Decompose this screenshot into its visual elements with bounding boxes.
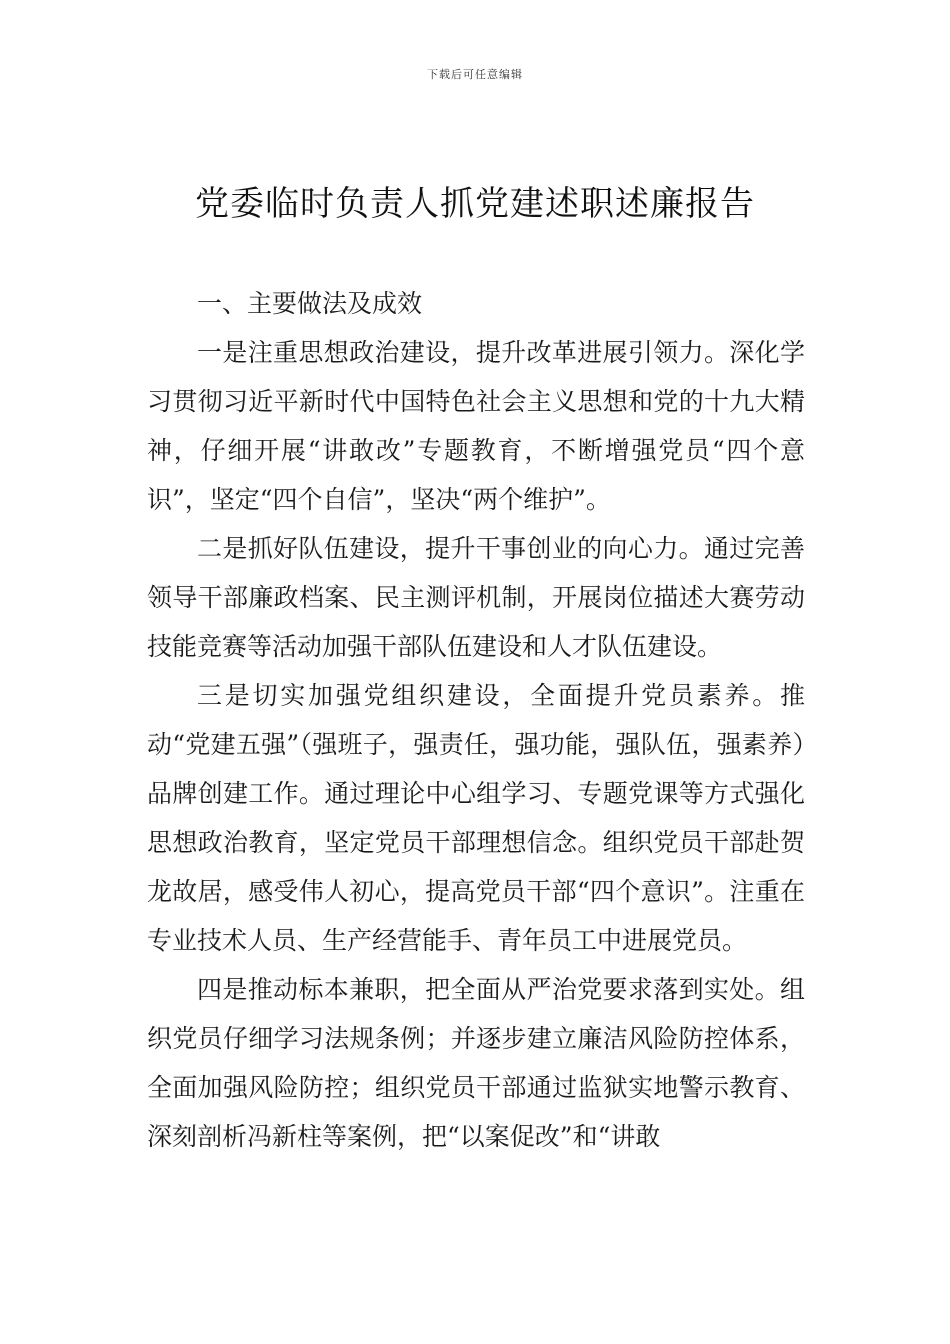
- paragraph: 三是切实加强党组织建设，全面提升党员素养。推动“党建五强”（强班子，强责任，强功能，强队伍，强素养）品牌创建工作。通过理论中心组学习、专题党课等方式强化思想政治教育，坚定党员干部理想信念。组织党员干部赴贺龙故居，感受伟人初心，提高党员干部“四个意识”。注重在专业技术人员、生产经营能手、青年员工中进展党员。: [147, 681, 805, 955]
- document-title: 党委临时负责人抓党建述职述廉报告: [195, 184, 755, 224]
- header-note: 下载后可任意编辑: [427, 68, 523, 81]
- paragraph: 一是注重思想政治建设，提升改革进展引领力。深化学习贯彻习近平新时代中国特色社会主义思想和党的十九大精神，仔细开展“讲敢改”专题教育，不断增强党员“四个意识”，坚定“四个自信”，坚决“两个维护”。: [147, 338, 805, 514]
- paragraph: 四是推动标本兼职，把全面从严治党要求落到实处。组织党员仔细学习法规条例；并逐步建立廉洁风险防控体系，全面加强风险防控；组织党员干部通过监狱实地警示教育、深刻剖析冯新柱等案例，把“以案促改”和“讲敢: [147, 975, 805, 1151]
- section-heading: 一、主要做法及成效: [197, 289, 423, 318]
- paragraph: 二是抓好队伍建设，提升干事创业的向心力。通过完善领导干部廉政档案、民主测评机制，开展岗位描述大赛劳动技能竞赛等活动加强干部队伍建设和人才队伍建设。: [147, 534, 805, 661]
- document-body: [147, 279, 805, 1161]
